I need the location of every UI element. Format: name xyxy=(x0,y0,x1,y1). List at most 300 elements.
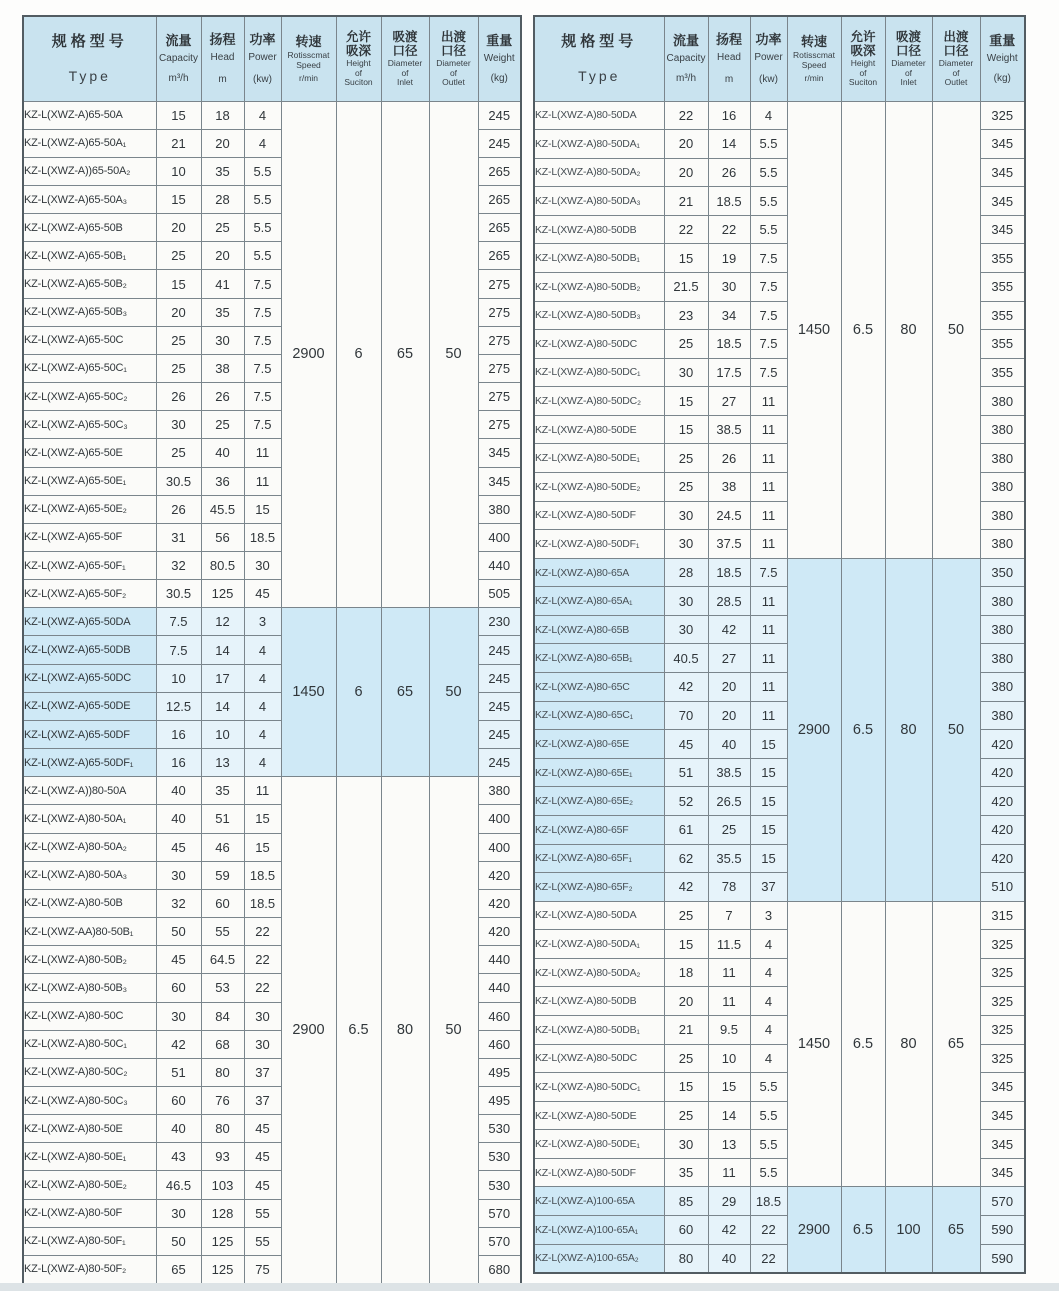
head-cell: 18.5 xyxy=(708,187,750,216)
model-cell: KZ-L(XWZ-A)80-50DC xyxy=(534,330,664,359)
inlet-cell: 80 xyxy=(885,901,932,1187)
power-cell: 7.5 xyxy=(244,326,281,354)
suction-cell: 6 xyxy=(336,608,381,777)
suction-cell: 6 xyxy=(336,101,381,608)
weight-cell: 355 xyxy=(980,272,1025,301)
header-en-line: Suciton xyxy=(848,77,878,88)
capacity-cell: 15 xyxy=(156,270,201,298)
weight-cell: 355 xyxy=(980,301,1025,330)
capacity-cell: 51 xyxy=(156,1058,201,1086)
header-en-line: (kg) xyxy=(490,73,508,85)
power-cell: 11 xyxy=(244,777,281,805)
head-cell: 14 xyxy=(201,636,244,664)
header-en-line: Speed xyxy=(296,59,321,70)
speed-cell: 2900 xyxy=(281,101,336,608)
power-cell: 30 xyxy=(244,552,281,580)
model-cell: KZ-L(XWZ-A)80-50DC₁ xyxy=(534,358,664,387)
col-header-capacity xyxy=(156,16,201,101)
power-cell: 18.5 xyxy=(750,1187,787,1216)
capacity-cell: 21 xyxy=(156,129,201,157)
col-header-outlet xyxy=(429,16,478,101)
model-cell: KZ-L(XWZ-A)65-50DF xyxy=(23,720,156,748)
model-cell: KZ-L(XWZ-A)80-65E₁ xyxy=(534,758,664,787)
model-cell: KZ-L(XWZ-A)80-50DE xyxy=(534,1101,664,1130)
col-header-type xyxy=(23,16,156,101)
power-cell: 4 xyxy=(244,664,281,692)
header-zh-line: 允许 xyxy=(850,29,876,44)
power-cell: 5.5 xyxy=(244,185,281,213)
model-cell: KZ-L(XWZ-A)80-50DB₁ xyxy=(534,1016,664,1045)
power-cell: 11 xyxy=(750,444,787,473)
suction-cell: 6.5 xyxy=(841,101,885,558)
head-cell: 46 xyxy=(201,833,244,861)
head-cell: 18.5 xyxy=(708,330,750,359)
spec-table-left xyxy=(22,15,522,1285)
weight-cell: 345 xyxy=(980,158,1025,187)
model-cell: KZ-L(XWZ-A)80-50C₃ xyxy=(23,1086,156,1114)
col-header-weight xyxy=(980,16,1025,101)
model-cell: KZ-L(XWZ-A)100-65A xyxy=(534,1187,664,1216)
power-cell: 18.5 xyxy=(244,523,281,551)
head-cell: 11 xyxy=(708,1158,750,1187)
header-zh-line: 口径 xyxy=(895,44,921,59)
outlet-cell: 50 xyxy=(429,101,478,608)
power-cell: 7.5 xyxy=(750,330,787,359)
weight-cell: 325 xyxy=(980,1016,1025,1045)
header-zh-line: 扬程 xyxy=(715,31,742,47)
head-cell: 11 xyxy=(708,958,750,987)
power-cell: 7.5 xyxy=(244,411,281,439)
header-zh-line: 吸渡 xyxy=(392,29,418,44)
weight-cell: 380 xyxy=(478,495,521,523)
header-en-line: m³/h xyxy=(168,73,189,85)
weight-cell: 275 xyxy=(478,326,521,354)
head-cell: 20 xyxy=(708,673,750,702)
outlet-cell: 65 xyxy=(932,1187,980,1273)
col-header-suction xyxy=(336,16,381,101)
head-cell: 15 xyxy=(708,1073,750,1102)
header-zh-line: 重量 xyxy=(989,32,1016,48)
head-cell: 84 xyxy=(201,1002,244,1030)
header-en-line: Head xyxy=(717,52,741,64)
head-cell: 80 xyxy=(201,1058,244,1086)
head-cell: 35 xyxy=(201,157,244,185)
model-cell: KZ-L(XWZ-A)80-50DE₂ xyxy=(534,473,664,502)
capacity-cell: 31 xyxy=(156,523,201,551)
power-cell: 55 xyxy=(244,1227,281,1255)
power-cell: 5.5 xyxy=(750,1130,787,1159)
weight-cell: 420 xyxy=(478,861,521,889)
model-cell: KZ-L(XWZ-A)80-65F xyxy=(534,815,664,844)
head-cell: 25 xyxy=(201,214,244,242)
header-en-line: m xyxy=(724,74,734,86)
header-en-line: of xyxy=(859,67,867,78)
col-header-capacity xyxy=(664,16,708,101)
weight-cell: 440 xyxy=(478,552,521,580)
header-en-line: Head xyxy=(210,52,235,64)
header-zh-line: 允许 xyxy=(345,29,371,44)
weight-cell: 265 xyxy=(478,157,521,185)
outlet-cell: 50 xyxy=(429,777,478,1284)
power-cell: 5.5 xyxy=(244,242,281,270)
power-cell: 4 xyxy=(750,1044,787,1073)
head-cell: 80 xyxy=(201,1115,244,1143)
power-cell: 11 xyxy=(750,615,787,644)
power-cell: 55 xyxy=(244,1199,281,1227)
power-cell: 18.5 xyxy=(244,861,281,889)
power-cell: 3 xyxy=(244,608,281,636)
model-cell: KZ-L(XWZ-A)80-50DA₁ xyxy=(534,130,664,159)
power-cell: 15 xyxy=(244,833,281,861)
capacity-cell: 80 xyxy=(664,1244,708,1273)
model-cell: KZ-L(XWZ-A)65-50F₂ xyxy=(23,580,156,608)
table-row xyxy=(534,901,1025,930)
head-cell: 45.5 xyxy=(201,495,244,523)
head-cell: 64.5 xyxy=(201,946,244,974)
model-cell: KZ-L(XWZ-A)80-65B₁ xyxy=(534,644,664,673)
capacity-cell: 30.5 xyxy=(156,580,201,608)
weight-cell: 355 xyxy=(980,330,1025,359)
power-cell: 30 xyxy=(244,1030,281,1058)
capacity-cell: 52 xyxy=(664,787,708,816)
power-cell: 22 xyxy=(244,918,281,946)
col-header-power xyxy=(244,16,281,101)
model-cell: KZ-L(XWZ-A)80-50F xyxy=(23,1199,156,1227)
model-cell: KZ-L(XWZ-A)65-50C₃ xyxy=(23,411,156,439)
capacity-cell: 40 xyxy=(156,1115,201,1143)
weight-cell: 230 xyxy=(478,608,521,636)
power-cell: 11 xyxy=(244,467,281,495)
header-en-line: Rotisscmat xyxy=(287,50,330,61)
power-cell: 15 xyxy=(750,758,787,787)
model-cell: KZ-L(XWZ-A)65-50E₂ xyxy=(23,495,156,523)
head-cell: 14 xyxy=(201,692,244,720)
model-cell: KZ-L(XWZ-A)80-50F₁ xyxy=(23,1227,156,1255)
capacity-cell: 20 xyxy=(664,130,708,159)
capacity-cell: 30 xyxy=(664,530,708,559)
capacity-cell: 40.5 xyxy=(664,644,708,673)
col-header-head xyxy=(708,16,750,101)
weight-cell: 440 xyxy=(478,974,521,1002)
head-cell: 38 xyxy=(708,473,750,502)
head-cell: 30 xyxy=(708,272,750,301)
capacity-cell: 32 xyxy=(156,552,201,580)
capacity-cell: 30 xyxy=(156,861,201,889)
header-zh-line: 规格型号 xyxy=(561,33,638,51)
col-header-weight xyxy=(478,16,521,101)
capacity-cell: 42 xyxy=(664,873,708,902)
capacity-cell: 45 xyxy=(156,833,201,861)
head-cell: 56 xyxy=(201,523,244,551)
power-cell: 4 xyxy=(244,129,281,157)
head-cell: 20 xyxy=(708,701,750,730)
inlet-cell: 65 xyxy=(381,101,429,608)
speed-cell: 1450 xyxy=(787,101,841,558)
head-cell: 78 xyxy=(708,873,750,902)
model-cell: KZ-L(XWZ-A)80-65B xyxy=(534,615,664,644)
capacity-cell: 60 xyxy=(156,974,201,1002)
capacity-cell: 30 xyxy=(156,411,201,439)
capacity-cell: 45 xyxy=(664,730,708,759)
weight-cell: 265 xyxy=(478,185,521,213)
header-en-line: Type xyxy=(68,67,111,84)
capacity-cell: 46.5 xyxy=(156,1171,201,1199)
power-cell: 45 xyxy=(244,1115,281,1143)
header-en-line: Inlet xyxy=(900,77,917,88)
model-cell: KZ-L(XWZ-A)80-50DB₃ xyxy=(534,301,664,330)
model-cell: KZ-L(XWZ-A)65-50C xyxy=(23,326,156,354)
header-en-line: Diameter xyxy=(891,58,926,69)
weight-cell: 345 xyxy=(980,1101,1025,1130)
inlet-cell: 80 xyxy=(885,101,932,558)
weight-cell: 345 xyxy=(980,1158,1025,1187)
capacity-cell: 25 xyxy=(156,326,201,354)
suction-cell: 6.5 xyxy=(841,558,885,901)
head-cell: 26 xyxy=(201,383,244,411)
power-cell: 5.5 xyxy=(750,187,787,216)
head-cell: 25 xyxy=(708,815,750,844)
capacity-cell: 25 xyxy=(664,444,708,473)
model-cell: KZ-L(XWZ-A)80-50F₂ xyxy=(23,1255,156,1283)
col-header-speed xyxy=(787,16,841,101)
weight-cell: 325 xyxy=(980,1044,1025,1073)
power-cell: 4 xyxy=(750,930,787,959)
weight-cell: 245 xyxy=(478,749,521,777)
power-cell: 5.5 xyxy=(244,157,281,185)
head-cell: 14 xyxy=(708,130,750,159)
weight-cell: 530 xyxy=(478,1115,521,1143)
header-en-line: of xyxy=(952,67,960,78)
power-cell: 15 xyxy=(750,844,787,873)
capacity-cell: 26 xyxy=(156,383,201,411)
head-cell: 10 xyxy=(708,1044,750,1073)
weight-cell: 400 xyxy=(478,805,521,833)
header-en-line: Suciton xyxy=(344,77,373,88)
power-cell: 45 xyxy=(244,1143,281,1171)
power-cell: 11 xyxy=(750,501,787,530)
head-cell: 38.5 xyxy=(708,415,750,444)
model-cell: KZ-L(XWZ-A)80-50A₁ xyxy=(23,805,156,833)
weight-cell: 510 xyxy=(980,873,1025,902)
model-cell: KZ-L(XWZ-A)80-50DA xyxy=(534,901,664,930)
power-cell: 11 xyxy=(750,587,787,616)
weight-cell: 315 xyxy=(980,901,1025,930)
outlet-cell: 50 xyxy=(932,101,980,558)
weight-cell: 245 xyxy=(478,101,521,129)
model-cell: KZ-L(XWZ-A)80-50DF xyxy=(534,1158,664,1187)
capacity-cell: 30 xyxy=(664,615,708,644)
weight-cell: 275 xyxy=(478,270,521,298)
capacity-cell: 28 xyxy=(664,558,708,587)
power-cell: 11 xyxy=(750,415,787,444)
speed-cell: 2900 xyxy=(787,1187,841,1273)
model-cell: KZ-L(XWZ-A)100-65A₁ xyxy=(534,1216,664,1245)
inlet-cell: 80 xyxy=(885,558,932,901)
model-cell: KZ-L(XWZ-A)80-50DB xyxy=(534,215,664,244)
model-cell: KZ-L(XWZ-A)80-65A₁ xyxy=(534,587,664,616)
header-en-line: m xyxy=(218,74,227,86)
capacity-cell: 42 xyxy=(156,1030,201,1058)
model-cell: KZ-L(XWZ-A)80-65F₁ xyxy=(534,844,664,873)
header-en-line: of xyxy=(904,67,913,78)
model-cell: KZ-L(XWZ-A)80-50DE₁ xyxy=(534,444,664,473)
weight-cell: 245 xyxy=(478,129,521,157)
model-cell: KZ-L(XWZ-A)80-50C xyxy=(23,1002,156,1030)
outlet-cell: 50 xyxy=(429,608,478,777)
head-cell: 93 xyxy=(201,1143,244,1171)
header-zh-line: 口径 xyxy=(392,44,418,59)
head-cell: 38.5 xyxy=(708,758,750,787)
table-row xyxy=(23,101,521,129)
weight-cell: 495 xyxy=(478,1086,521,1114)
capacity-cell: 61 xyxy=(664,815,708,844)
header-en-line: r/min xyxy=(299,73,318,84)
header-en-line: Diameter xyxy=(387,58,423,69)
capacity-cell: 10 xyxy=(156,157,201,185)
header-en-line: Outlet xyxy=(442,77,465,88)
table-body xyxy=(534,101,1025,1273)
model-cell: KZ-L(XWZ-A)65-50DC xyxy=(23,664,156,692)
model-cell: KZ-L(XWZ-A)80-50DA₂ xyxy=(534,958,664,987)
power-cell: 4 xyxy=(750,101,787,130)
power-cell: 75 xyxy=(244,1255,281,1283)
model-cell: KZ-L(XWZ-A)65-50B₂ xyxy=(23,270,156,298)
header-en-line: m³/h xyxy=(676,73,696,85)
header-zh-line: 扬程 xyxy=(209,31,236,47)
model-cell: KZ-L(XWZ-A)65-50DA xyxy=(23,608,156,636)
suction-cell: 6.5 xyxy=(336,777,381,1284)
power-cell: 22 xyxy=(750,1216,787,1245)
capacity-cell: 26 xyxy=(156,495,201,523)
weight-cell: 420 xyxy=(980,730,1025,759)
model-cell: KZ-L(XWZ-A)80-50E xyxy=(23,1115,156,1143)
power-cell: 5.5 xyxy=(750,158,787,187)
capacity-cell: 25 xyxy=(156,439,201,467)
head-cell: 30 xyxy=(201,326,244,354)
head-cell: 51 xyxy=(201,805,244,833)
power-cell: 4 xyxy=(244,636,281,664)
power-cell: 5.5 xyxy=(244,214,281,242)
header-zh-line: 规格型号 xyxy=(51,33,128,51)
model-cell: KZ-L(XWZ-A)80-50DE₁ xyxy=(534,1130,664,1159)
power-cell: 7.5 xyxy=(750,272,787,301)
header-en-line: Height xyxy=(346,58,371,69)
power-cell: 3 xyxy=(750,901,787,930)
power-cell: 7.5 xyxy=(244,383,281,411)
model-cell: KZ-L(XWZ-A)80-50E₂ xyxy=(23,1171,156,1199)
head-cell: 13 xyxy=(708,1130,750,1159)
capacity-cell: 43 xyxy=(156,1143,201,1171)
header-zh-line: 流量 xyxy=(672,32,699,48)
weight-cell: 355 xyxy=(980,358,1025,387)
capacity-cell: 25 xyxy=(156,242,201,270)
model-cell: KZ-L(XWZ-A)80-50B xyxy=(23,889,156,917)
head-cell: 11 xyxy=(708,987,750,1016)
head-cell: 20 xyxy=(201,242,244,270)
head-cell: 18.5 xyxy=(708,558,750,587)
head-cell: 53 xyxy=(201,974,244,1002)
model-cell: KZ-L(XWZ-A)80-65A xyxy=(534,558,664,587)
weight-cell: 325 xyxy=(980,930,1025,959)
capacity-cell: 15 xyxy=(156,185,201,213)
capacity-cell: 15 xyxy=(664,244,708,273)
head-cell: 38 xyxy=(201,354,244,382)
power-cell: 37 xyxy=(244,1058,281,1086)
header-en-line: (kg) xyxy=(993,73,1011,85)
model-cell: KZ-L(XWZ-A)65-50E xyxy=(23,439,156,467)
power-cell: 22 xyxy=(244,946,281,974)
power-cell: 7.5 xyxy=(750,244,787,273)
head-cell: 28 xyxy=(201,185,244,213)
head-cell: 10 xyxy=(201,720,244,748)
speed-cell: 1450 xyxy=(787,901,841,1187)
header-zh-line: 功率 xyxy=(249,31,276,47)
capacity-cell: 20 xyxy=(664,158,708,187)
capacity-cell: 40 xyxy=(156,777,201,805)
model-cell: KZ-L(XWZ-A)80-50DF xyxy=(534,501,664,530)
weight-cell: 380 xyxy=(980,501,1025,530)
capacity-cell: 30 xyxy=(664,358,708,387)
power-cell: 4 xyxy=(750,958,787,987)
weight-cell: 345 xyxy=(478,439,521,467)
weight-cell: 570 xyxy=(478,1227,521,1255)
header-zh-line: 功率 xyxy=(755,31,782,47)
weight-cell: 345 xyxy=(980,215,1025,244)
weight-cell: 345 xyxy=(980,187,1025,216)
header-zh-line: 转速 xyxy=(295,33,322,49)
power-cell: 15 xyxy=(750,730,787,759)
weight-cell: 530 xyxy=(478,1171,521,1199)
weight-cell: 530 xyxy=(478,1143,521,1171)
header-en-line: Outlet xyxy=(944,77,968,88)
suction-cell: 6.5 xyxy=(841,1187,885,1273)
header-en-line: Height xyxy=(850,58,876,69)
header-zh-line: 流量 xyxy=(165,32,192,48)
weight-cell: 350 xyxy=(980,558,1025,587)
table-row xyxy=(23,777,521,805)
header-row xyxy=(23,16,521,101)
model-cell: KZ-L(XWZ-A)80-50DC xyxy=(534,1044,664,1073)
capacity-cell: 65 xyxy=(156,1255,201,1283)
power-cell: 4 xyxy=(244,749,281,777)
col-header-inlet xyxy=(885,16,932,101)
weight-cell: 380 xyxy=(980,701,1025,730)
head-cell: 9.5 xyxy=(708,1016,750,1045)
capacity-cell: 30 xyxy=(156,1002,201,1030)
head-cell: 28.5 xyxy=(708,587,750,616)
header-zh-line: 出渡 xyxy=(943,29,969,44)
head-cell: 18 xyxy=(201,101,244,129)
weight-cell: 245 xyxy=(478,636,521,664)
weight-cell: 275 xyxy=(478,383,521,411)
table-body xyxy=(23,101,521,1284)
weight-cell: 460 xyxy=(478,1030,521,1058)
power-cell: 37 xyxy=(244,1086,281,1114)
col-header-head xyxy=(201,16,244,101)
head-cell: 22 xyxy=(708,215,750,244)
head-cell: 40 xyxy=(201,439,244,467)
power-cell: 15 xyxy=(750,815,787,844)
head-cell: 16 xyxy=(708,101,750,130)
weight-cell: 355 xyxy=(980,244,1025,273)
weight-cell: 265 xyxy=(478,214,521,242)
power-cell: 15 xyxy=(244,805,281,833)
outlet-cell: 50 xyxy=(932,558,980,901)
capacity-cell: 40 xyxy=(156,805,201,833)
model-cell: KZ-L(XWZ-A)65-50DE xyxy=(23,692,156,720)
power-cell: 4 xyxy=(244,720,281,748)
model-cell: KZ-L(XWZ-A)80-65E₂ xyxy=(534,787,664,816)
